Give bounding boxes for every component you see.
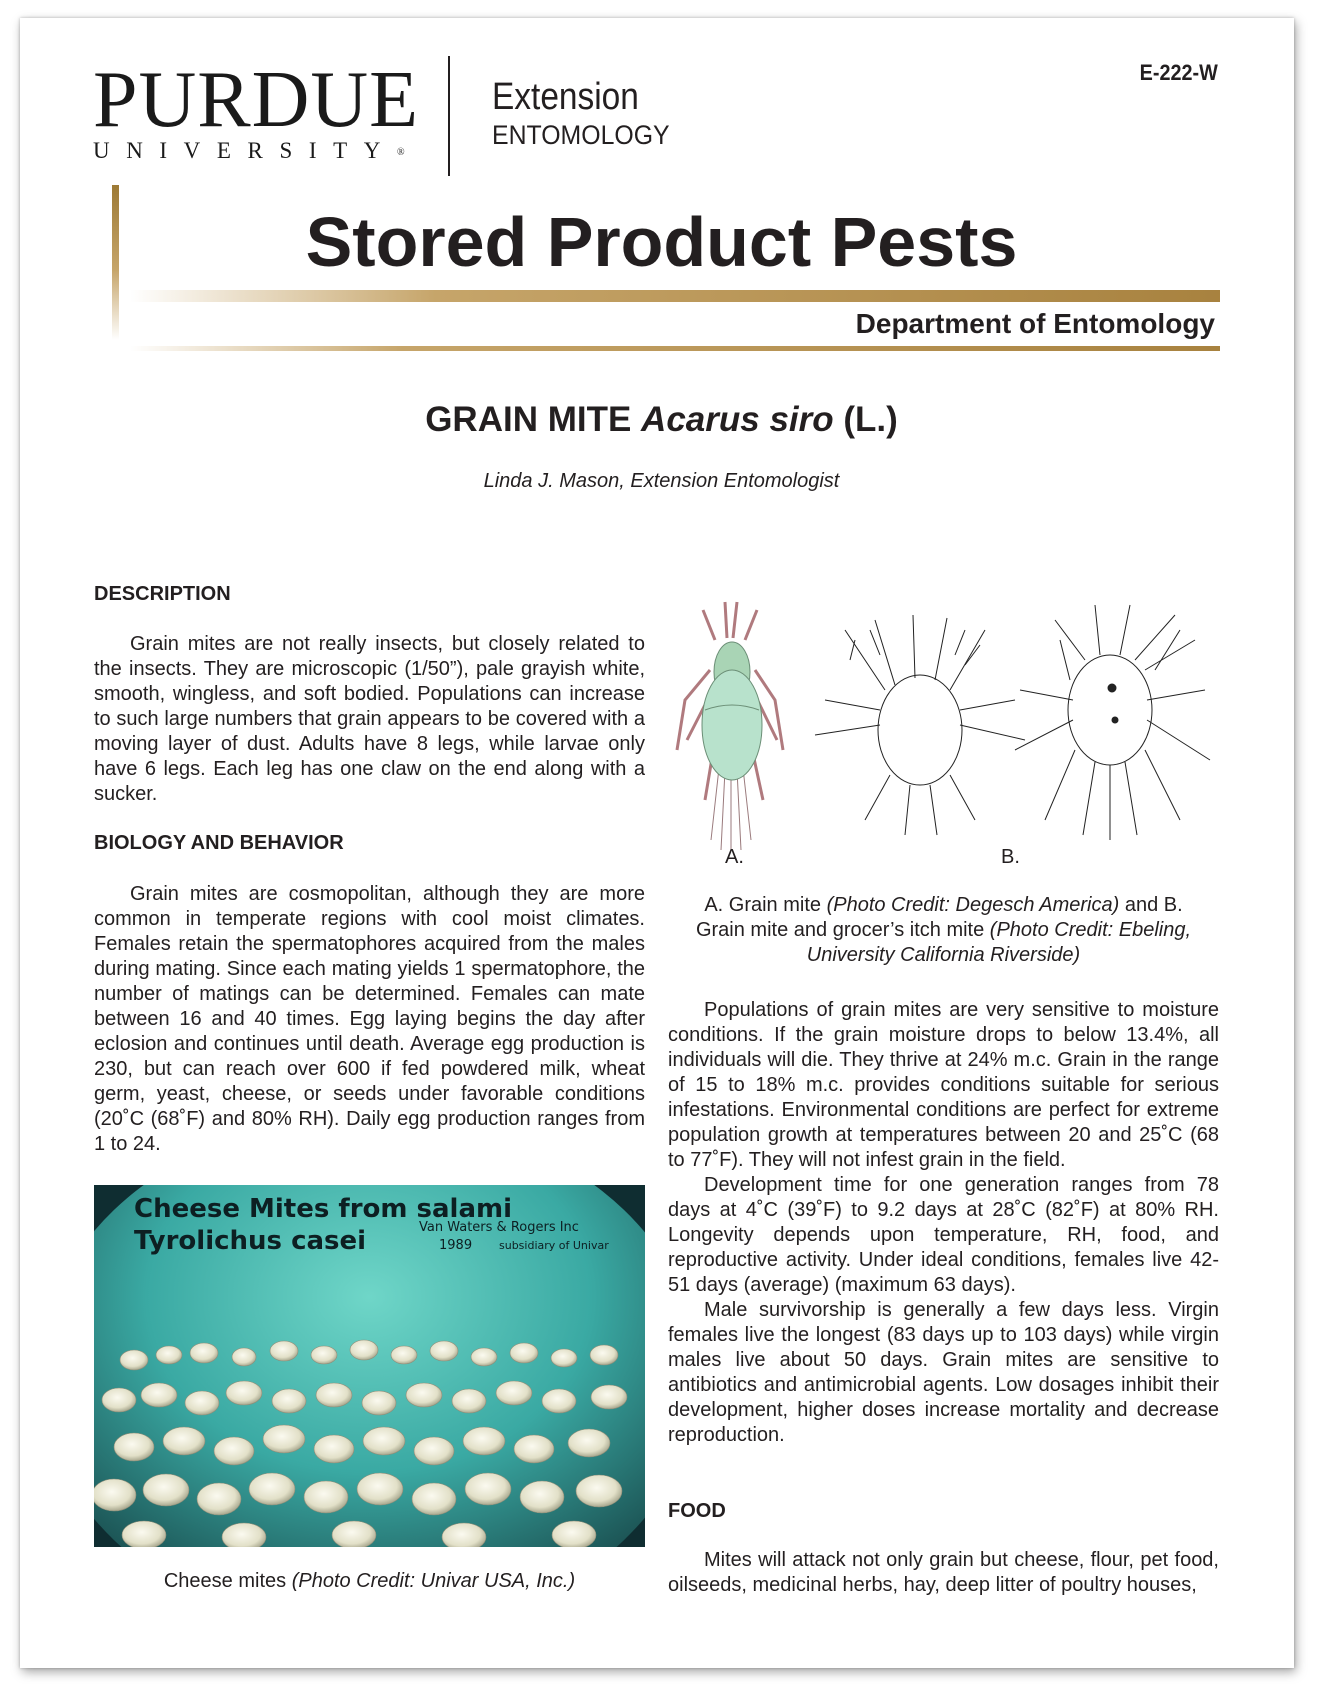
logo-subtitle: UNIVERSITY®	[93, 138, 405, 163]
photo-overlay-year: 1989	[439, 1238, 473, 1253]
food-text: Mites will attack not only grain but cheese, flour, pet food, oilseeds, medicinal herbs, hay, deep litter of poultry houses,	[668, 1549, 1219, 1596]
gold-rule-bottom	[130, 346, 1220, 351]
photo-overlay-line1: Cheese Mites from salami	[134, 1194, 513, 1224]
photo-overlay-subsidiary: subsidiary of Univar	[499, 1239, 609, 1252]
gold-rule-top	[130, 290, 1220, 302]
publication-code: E-222-W	[1139, 60, 1218, 85]
description-heading: DESCRIPTION	[94, 583, 231, 605]
figure-label-b: B.	[1001, 846, 1020, 868]
extension-label: Extension	[492, 76, 639, 118]
food-heading: FOOD	[668, 1500, 726, 1522]
purdue-logo	[93, 56, 420, 164]
biology-heading: BIOLOGY AND BEHAVIOR	[94, 832, 344, 854]
survivorship-paragraph: Male survivorship is generally a few days less. Virgin females live the longest (83 days up to 103 days) while virgin males live about 50 days. Grain mites are sensitive to antibiotics and antimicrobial agents. Low dosages inhibit their development, higher doses increase mortality and decrease reproduction.	[668, 1299, 1219, 1446]
author-line: Linda J. Mason, Extension Entomologist	[483, 470, 840, 492]
grain-mite-drawing-b2	[1015, 605, 1210, 840]
biology-text: Grain mites are cosmopolitan, although they are more common in temperate regions with cool moist climates. Females retain the spermatophores acquired from the males during mating. Since each mating yields 1 spermatophore, the number of matings can be determined. Females can mate between 16 and 40 times. Egg laying begins the day after eclosion and continues until death. Average egg production is 230, but can reach over 600 if fed powdered milk, wheat germ, yeast, cheese, or seeds under favorable conditions (20˚C (68˚F) and 80% RH). Daily egg production ranges from 1 to 24.	[94, 883, 645, 1155]
cheese-mites-image	[94, 1185, 645, 1547]
grain-mite-drawing-a	[677, 602, 783, 850]
photo-overlay-company: Van Waters & Rogers Inc	[419, 1220, 579, 1235]
article-title: GRAIN MITE Acarus siro (L.)	[425, 400, 898, 439]
development-paragraph: Development time for one generation ranges from 78 days at 4˚C (39˚F) to 9.2 days at 28˚C (82˚F) at 80% RH. Longevity depends upon temperature, RH, food, and reproductive activity. Under ideal conditions, females live 42-51 days (average) (maximum 63 days).	[668, 1174, 1219, 1296]
grain-mite-drawing-b1	[815, 615, 1025, 835]
photo-caption: Cheese mites (Photo Credit: Univar USA, Inc.)	[163, 1570, 576, 1592]
series-title: Stored Product Pests	[305, 203, 1018, 281]
logo-wordmark: PURDUE	[93, 56, 420, 144]
figure-caption: A. Grain mite (Photo Credit: Degesch America) and B. Grain mite and grocer’s itch mite (Photo Credit: Ebeling, University California Riverside)	[695, 894, 1192, 966]
logo-divider	[448, 56, 450, 176]
description-text: Grain mites are not really insects, but closely related to the insects. They are microscopic (1/50”), pale grayish white, smooth, wingless, and soft bodied. Populations can increase to such large numbers that grain appears to be covered with a moving layer of dust. Adults have 8 legs, while larvae only have 6 legs. Each leg has one claw on the end along with a sucker.	[94, 633, 645, 805]
cheese-mites-photo	[94, 1185, 645, 1547]
department-label: Department of Entomology	[855, 308, 1215, 339]
mite-drawings	[675, 600, 1220, 850]
figure-label-a: A.	[725, 846, 744, 868]
mite-illustrations	[675, 600, 1220, 868]
moisture-paragraph: Populations of grain mites are very sensitive to moisture conditions. If the grain moisture drops to below 13.4%, all individuals will die. They thrive at 24% m.c. Grain in the range of 15 to 18% m.c. provides conditions suitable for serious infestations. Environmental conditions are perfect for extreme population growth at temperatures between 20 and 25˚C (68 to 77˚F). They will not infest grain in the field.	[668, 999, 1219, 1171]
photo-overlay-line2: Tyrolichus casei	[134, 1226, 367, 1256]
entomology-label: ENTOMOLOGY	[492, 120, 670, 150]
